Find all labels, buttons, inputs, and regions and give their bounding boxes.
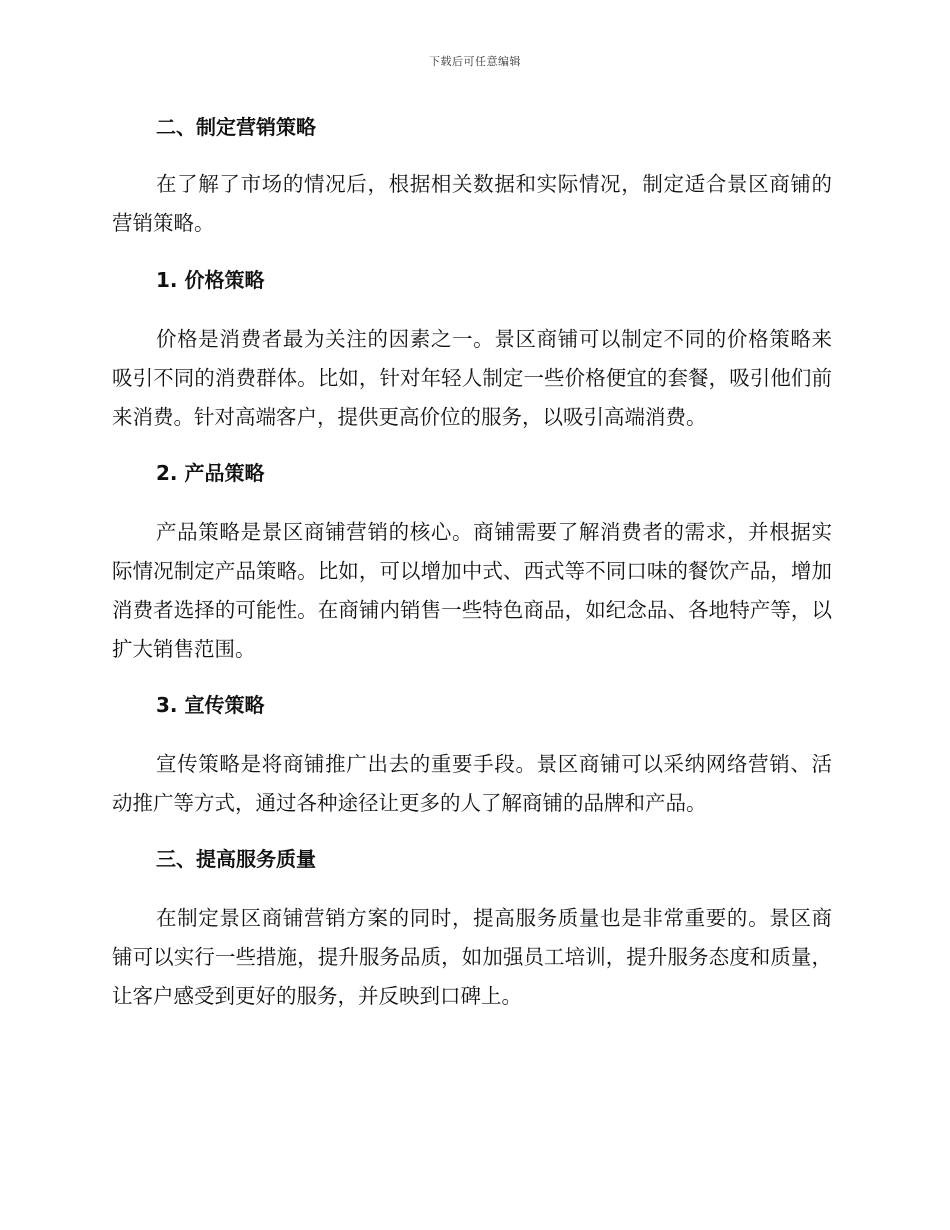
subheading-price-strategy: 1. 价格策略	[156, 268, 265, 292]
section-heading-marketing-strategy: 二、制定营销策略	[156, 115, 316, 139]
document-body	[112, 112, 832, 1016]
paragraph-product-strategy: 产品策略是景区商铺营销的核心。商铺需要了解消费者的需求，并根据实际情况制定产品策略。比如，可以增加中式、西式等不同口味的餐饮产品，增加消费者选择的可能性。在商铺内销售一些特色商品，如纪念品、各地特产等，以扩大销售范围。	[112, 520, 832, 661]
subheading-product-strategy: 2. 产品策略	[156, 461, 265, 485]
section-heading-service-quality: 三、提高服务质量	[156, 847, 316, 871]
paragraph-price-strategy: 价格是消费者最为关注的因素之一。景区商铺可以制定不同的价格策略来吸引不同的消费群体。比如，针对年轻人制定一些价格便宜的套餐，吸引他们前来消费。针对高端客户，提供更高价位的服务，以吸引高端消费。	[112, 327, 832, 429]
paragraph-service-quality: 在制定景区商铺营销方案的同时，提高服务质量也是非常重要的。景区商铺可以实行一些措施，提升服务品质，如加强员工培训，提升服务态度和质量，让客户感受到更好的服务，并反映到口碑上。	[112, 906, 832, 1008]
subheading-promotion-strategy: 3. 宣传策略	[156, 693, 265, 717]
paragraph-intro: 在了解了市场的情况后，根据相关数据和实际情况，制定适合景区商铺的营销策略。	[112, 172, 832, 235]
page-header: 下载后可任意编辑	[429, 55, 521, 68]
paragraph-promotion-strategy: 宣传策略是将商铺推广出去的重要手段。景区商铺可以采纳网络营销、活动推广等方式，通过各种途径让更多的人了解商铺的品牌和产品。	[112, 752, 832, 815]
